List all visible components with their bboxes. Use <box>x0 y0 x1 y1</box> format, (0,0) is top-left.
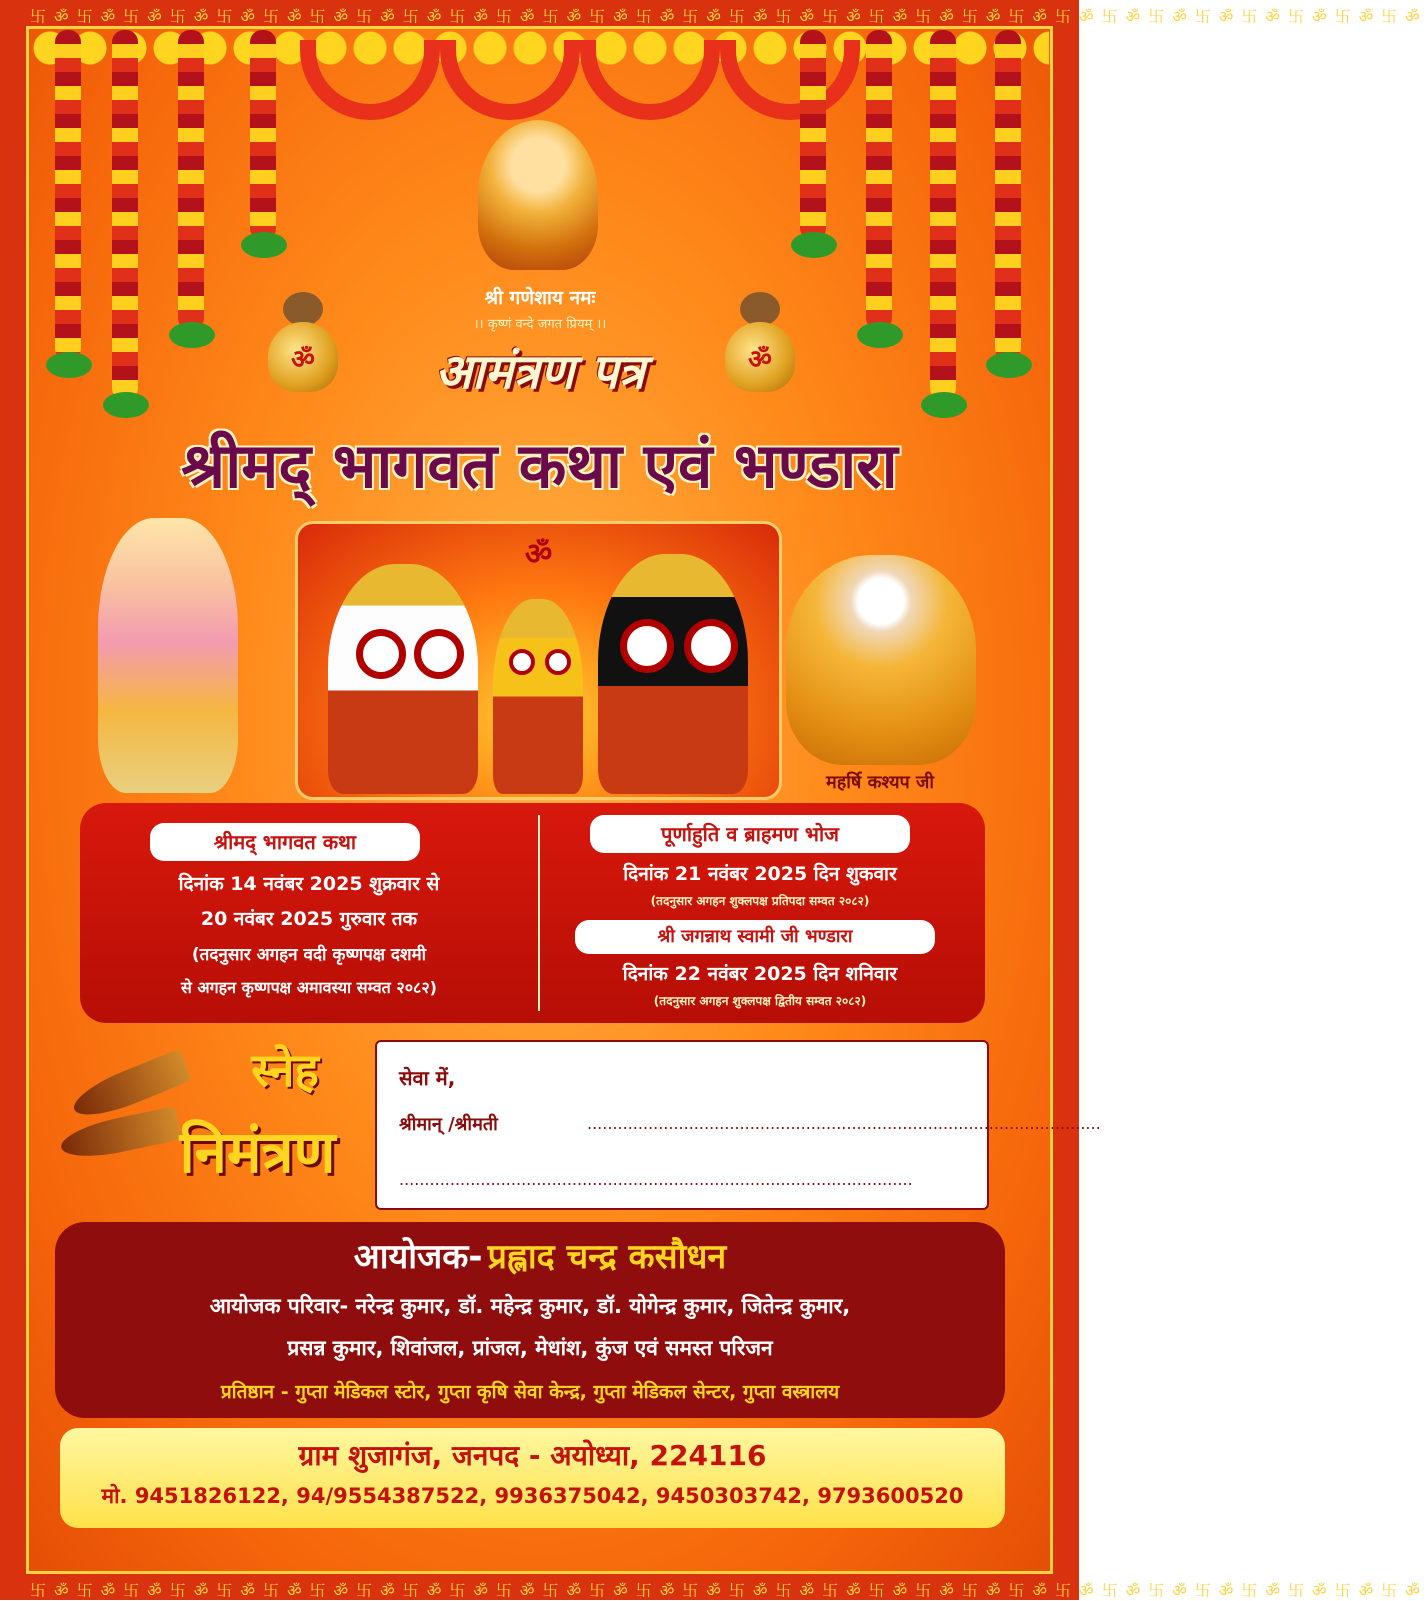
krishna-image <box>98 518 238 793</box>
coconut-icon <box>740 292 780 326</box>
katha-line: से अगहन कृष्णपक्ष अमावस्या सम्वत २०८२) <box>181 978 437 997</box>
organizer-label: आयोजक- <box>353 1237 483 1277</box>
recipient-dotted-line: ..................................................................................................... <box>399 1170 913 1189</box>
recipient-label: श्रीमान् /श्रीमती <box>399 1114 498 1135</box>
recipient-dotted-line: ..................................................................................................... <box>587 1114 1101 1133</box>
sneh-text: स्नेह <box>251 1043 319 1097</box>
ganesha-image <box>478 120 598 270</box>
leaf-icon <box>241 232 287 258</box>
nimantran-text: निमंत्रण <box>179 1118 336 1186</box>
border-pattern-bottom: 卐ॐ卐ॐ卐ॐ卐ॐ卐ॐ卐ॐ卐ॐ卐ॐ卐ॐ卐ॐ卐ॐ卐ॐ卐ॐ卐ॐ卐ॐ卐ॐ卐ॐ卐ॐ卐ॐ卐ॐ卐ॐ卐ॐ卐ॐ卐ॐ卐ॐ卐ॐ卐ॐ卐ॐ卐ॐ卐ॐ <box>30 1581 1428 1600</box>
seva-label: सेवा में, <box>399 1066 456 1090</box>
sage-caption: महर्षि कश्यप जी <box>825 772 935 793</box>
sage-image <box>786 555 976 765</box>
bhandara-heading: श्री जगन्नाथ स्वामी जी भण्डारा <box>575 920 935 954</box>
garland-strand <box>55 30 81 360</box>
purnahuti-date: दिनांक 21 नवंबर 2025 दिन शुकवार <box>623 863 897 885</box>
leaf-icon <box>791 232 837 258</box>
details-divider <box>538 815 540 1011</box>
leaf-icon <box>986 352 1032 378</box>
event-title: श्रीमद् भागवत कथा एवं भण्डारा <box>181 429 898 502</box>
leaf-icon <box>46 352 92 378</box>
organizer-name: प्रह्लाद चन्द्र कसौधन <box>487 1237 727 1277</box>
katha-heading: श्रीमद् भागवत कथा <box>150 823 420 861</box>
garland-strand <box>930 30 956 400</box>
katha-line: दिनांक 14 नवंबर 2025 शुक्रवार से <box>178 873 440 895</box>
subhadra-figure <box>493 599 583 794</box>
organizer-family-line: प्रसन्न कुमार, शिवांजल, प्रांजल, मेधांश, कुंज एवं समस्त परिजन <box>287 1336 773 1360</box>
border-pattern-top: 卐ॐ卐ॐ卐ॐ卐ॐ卐ॐ卐ॐ卐ॐ卐ॐ卐ॐ卐ॐ卐ॐ卐ॐ卐ॐ卐ॐ卐ॐ卐ॐ卐ॐ卐ॐ卐ॐ卐ॐ卐ॐ卐ॐ卐ॐ卐ॐ卐ॐ卐ॐ卐ॐ卐ॐ卐ॐ卐ॐ <box>30 7 1428 26</box>
leaf-icon <box>169 322 215 348</box>
garland-strand <box>250 30 276 240</box>
leaf-icon <box>921 392 967 418</box>
address-line: ग्राम शुजागंज, जनपद - अयोध्या, 224116 <box>298 1439 767 1472</box>
establishments-line: प्रतिष्ठान - गुप्ता मेडिकल स्टोर, गुप्ता कृषि सेवा केन्द्र, गुप्ता मेडिकल सेन्टर, गुप्ता वस्त्रालय <box>220 1381 840 1403</box>
garland-strand <box>866 30 892 330</box>
purnahuti-note: (तदनुसार अगहन शुक्लपक्ष प्रतिपदा सम्वत २०८२) <box>650 894 870 908</box>
kalash-icon: ॐ <box>268 322 338 392</box>
garland-strand <box>800 30 826 240</box>
jagannath-figure <box>598 554 748 794</box>
garland-strand <box>112 30 138 400</box>
jagannath-photo <box>295 521 782 800</box>
coconut-icon <box>283 292 323 326</box>
bhandara-note: (तदनुसार अगहन शुक्लपक्ष द्वितीय सम्वत २०८२) <box>653 994 867 1008</box>
organizer-family-line: आयोजक परिवार- नरेन्द्र कुमार, डॉ. महेन्द्र कुमार, डॉ. योगेन्द्र कुमार, जितेन्द्र कुमार, <box>209 1294 851 1318</box>
phone-numbers: मो. 9451826122, 94/9554387522, 9936375042, 9450303742, 9793600520 <box>101 1484 964 1508</box>
kalash-icon: ॐ <box>725 322 795 392</box>
bhandara-date: दिनांक 22 नवंबर 2025 दिन शनिवार <box>622 963 898 985</box>
garland-strand <box>178 30 204 330</box>
purnahuti-heading: पूर्णाहुति व ब्राहमण भोज <box>590 815 910 853</box>
address-box <box>375 1040 1101 1210</box>
balabhadra-figure <box>328 564 478 794</box>
leaf-icon <box>857 322 903 348</box>
katha-line: 20 नवंबर 2025 गुरुवार तक <box>200 908 418 930</box>
leaf-icon <box>103 392 149 418</box>
om-icon: ॐ <box>524 537 553 572</box>
katha-line: (तदनुसार अगहन वदी कृष्णपक्ष दशमी <box>191 945 427 965</box>
organizer-heading <box>240 1232 840 1282</box>
garland-strand <box>995 30 1021 360</box>
sloka-text: ।। कृष्णं वन्दे जगत प्रियम् ।। <box>473 317 607 332</box>
invitation-title: आमंत्रण पत्र <box>435 344 645 400</box>
invocation-text: श्री गणेशाय नमः <box>484 287 596 309</box>
